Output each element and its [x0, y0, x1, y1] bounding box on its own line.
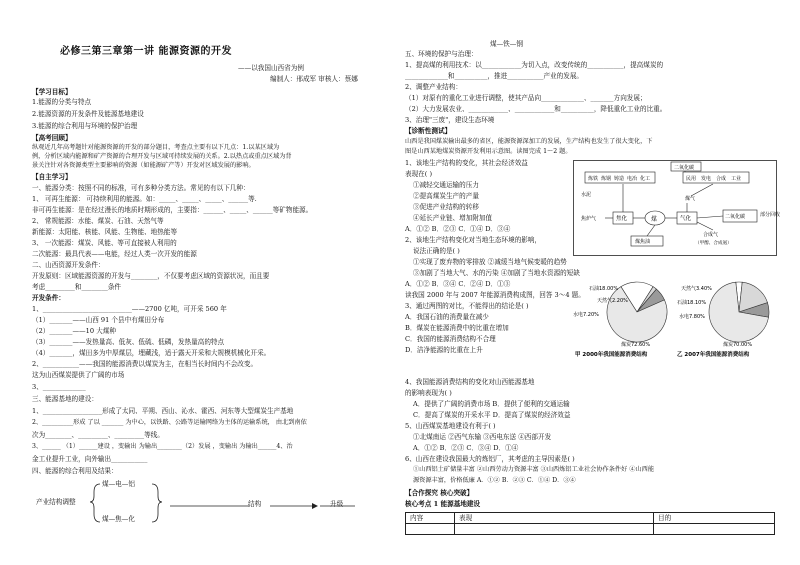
self-line: 金工业提升工业，向外输出___________	[32, 455, 148, 463]
coop-heading: 【合作探究 核心突破】	[405, 489, 474, 497]
q4-line: 的影响表现为( )	[405, 389, 452, 397]
self-line: 开发条件：	[32, 294, 65, 302]
top-box-label: 合成	[716, 176, 727, 182]
pie-a-label: 水电7.20%	[573, 312, 599, 318]
top-box-label: 炼铁	[588, 176, 599, 182]
self-line: 四、能源的综合利用及结果：	[32, 467, 118, 475]
pie-b-label: 水电7.80%	[679, 314, 705, 320]
self-line: （4）_______，煤田多为中厚煤层，埋藏浅，适于露天开采和大规模机械化开采。	[32, 349, 271, 357]
pie-a-label: 煤炭72.60%	[621, 342, 651, 348]
q5-line: A．①② B．②③ C．③④ D．①④	[413, 444, 519, 452]
diag-heading: 【诊断性测试】	[405, 127, 452, 135]
co2-label: 二氧化碳	[725, 214, 746, 220]
self-line: （2）_______——10 大煤种	[32, 327, 116, 335]
q5-line: 5、山西煤炭基地建设有利于( )	[405, 422, 496, 430]
q2-line: 说法正确的是( )	[413, 247, 460, 255]
structure-diagram	[90, 478, 390, 528]
coal-label: 煤	[651, 216, 658, 223]
gasify-label: 气化	[680, 216, 692, 222]
self-line: 2、 常规能源：水能、煤炭、石油、天然气等	[32, 217, 164, 225]
top-box-label: 炼钢	[601, 176, 612, 182]
env-line: 2、调整产业结构：	[405, 83, 462, 91]
self-line: 1、__________________形成了太同、平朔、西山、沁水、霍西、河东等大型煤炭生产基地	[32, 407, 294, 415]
q5-line: ①北煤南运 ②西气东输 ③西电东送 ④西部开发	[413, 433, 552, 441]
self-line: 3、 一次能源：煤炭、风能、等可直接被人利用的	[32, 239, 177, 247]
page-subtitle: ——以我国山西省为例	[238, 64, 304, 72]
top-box-label: 铸造	[614, 176, 625, 182]
q1-line: 1、该地生产结构的变化，其社会经济效益	[405, 159, 528, 167]
self-line: 2、__________形成 了以 _______ 为中心，以铁路、公路等运输网络为主体的运输系统， 由北到南依	[32, 419, 307, 426]
recycle-label: 部分回收	[760, 212, 781, 218]
coal-gas-label: 煤气	[685, 196, 696, 202]
env-line: _____________和__________，推进___________产业的发展。	[405, 72, 584, 80]
brace-left	[90, 484, 100, 522]
top-note: 煤—铁—钢	[490, 40, 523, 48]
self-heading: 【自主学习】	[32, 173, 72, 181]
env-line: 五、环境的保护与治理：	[405, 50, 478, 58]
q2-line: ①实现了废弃物的零排放 ②减缓当地气候变暖的趋势	[413, 258, 567, 266]
self-line: 3、_____________	[32, 383, 86, 391]
exam-text: 景关注针对各资源类型主要影响的资源（如能源矿产等）开发对区域发展的影响。	[32, 162, 255, 169]
exam-text: 纵观近几年高考题针对能源资源的开发的部分题目，考查点主要有以下几点：1.以某区域为	[32, 144, 280, 151]
top-box-label: 民用	[686, 176, 697, 182]
self-line: 二次能源：最具代表——电能，经过人类一次开发的能源	[32, 250, 197, 258]
q1-line: ③促进产业结构的转移	[413, 203, 479, 211]
table-row	[406, 524, 775, 535]
self-line: 开发原则：区域能源资源的开发与________，不仅要考虑区域的资源状况，而且要	[32, 272, 270, 280]
cement-label: 水泥	[581, 192, 592, 198]
q3-line: C．我国的能源消费结构不合理	[405, 335, 496, 343]
q2-line: 2、该地生产结构变化对当地生态环境的影响，	[405, 236, 542, 244]
self-line: 这为山西煤炭提供了广阔的市场	[32, 371, 125, 379]
diag-intro: 图是山西某地煤炭资源开发利用示意图。读图完成 1～2 题。	[405, 148, 572, 155]
table-cell	[654, 524, 775, 535]
table-head-content: 内容	[406, 513, 455, 524]
tar-label: 煤焦油	[635, 239, 651, 245]
self-line: 1、 可再生能源： 可持续利用的能源。如：_____、_____、_____、______等.	[32, 195, 257, 203]
top-box-label: 化工	[640, 176, 651, 182]
self-line: 1、___________________________——2700 亿吨，可开采 560 年	[32, 305, 227, 313]
top-box-label: 电冶	[627, 176, 638, 182]
diagram-end: 升级	[330, 500, 344, 508]
self-line: 二、山西资源开发条件：	[32, 261, 105, 269]
env-line: 3、治理"三废"，建设生态环境	[405, 116, 495, 124]
self-line: 新能源：太阳能、核能、风能、生物能、地热能等	[32, 228, 178, 236]
authors: 编制人：邢成军 审核人：蔡娜	[270, 75, 358, 83]
q3-line: B．煤炭在能源消费中的比重在增加	[405, 324, 509, 332]
goal-item: 3.能源的综合利用与环境的保护治理	[32, 122, 138, 130]
coke-oven-gas: 焦炉气	[581, 216, 597, 222]
arrow-head	[312, 503, 318, 509]
co2-top-label: 二氧化碳	[674, 165, 695, 171]
table-head-purpose: 目的	[654, 513, 775, 524]
q4-line: C．提高了煤炭的开采水平 D．提高了煤炭的经济效益	[413, 411, 571, 419]
exam-text: 例，分析区域内能源和矿产资源的合理开发与区域可持续发展的关系。2.以热点或重点区域为背	[32, 153, 292, 160]
q6-line: 源资源丰富，价格低廉 A．①② B．②③ C．①④ D．③④	[413, 477, 576, 484]
pie-a-label: 石油18.00%	[589, 286, 619, 292]
q3-line: 3、通过两图的对比，不能得出的结论是( )	[405, 302, 529, 310]
q1-line: ①减轻交通运输的压力	[413, 181, 479, 189]
self-line: 3、______ （1）______建设 ，变输出 为输出________（2）发展 ，变输出 为输出______4、治	[32, 443, 293, 450]
self-line: 三、能源基地的建设：	[32, 395, 98, 403]
top-box-label: 发电	[701, 176, 712, 182]
diagram-branch-2: 煤—焦—化	[102, 515, 135, 523]
pie-b-label: 石油18.10%	[677, 300, 707, 306]
core-table	[405, 512, 775, 535]
self-line: （3）_______——发热量高、低灰、低硫、低磷，发热量高的特点	[32, 338, 225, 346]
env-line: （2）大力发展农业、____________、____________和__________，降低重化工业的比重。	[405, 105, 667, 113]
table-head-performance: 表现	[455, 513, 654, 524]
coal-flow-diagram	[573, 160, 781, 256]
q2-line: A．①② B．③④ C．②④ D．①③	[405, 280, 511, 288]
q3-line: D．洁净能源的比重在上升	[405, 346, 483, 354]
env-line: 1、提高煤的利用技术：以____________为切入点，改变传统的___________，提高煤炭的	[405, 61, 664, 69]
page-title: 必修三第三章第一讲 能源资源的开发	[60, 46, 232, 57]
pie-2007	[709, 282, 769, 342]
q1-line: ②提高煤炭生产的产量	[413, 192, 479, 200]
pie-a-label: 天然气2.20%	[597, 298, 628, 304]
q1-line: ④延长产业链、增加附加值	[413, 214, 493, 222]
synth-label: 合成气	[703, 232, 719, 238]
self-line: 2、___________——我国的能源消费以煤炭为主，在相当长时间内不会改变。	[32, 360, 258, 368]
synth-sub-label: （甲醇、合成氨）	[695, 241, 732, 246]
q6-line: ①山西铝土矿储量丰富 ②山西劳动力资源丰富 ③山西炼铝工业社会协作条件好 ④山西能	[413, 466, 655, 473]
self-line: （1）_______——山西 91 个县中有煤田分布	[32, 316, 165, 324]
coke-label: 焦化	[616, 216, 628, 222]
self-line: 非可再生能源：是在经过漫长的地质时期形成的，主要指：______、_____、______等矿物能源。	[32, 206, 313, 214]
pie-b-label: 天然气3.40%	[681, 286, 712, 292]
self-line: 次为________、_________、_________等线。	[32, 431, 164, 439]
pie-b-label: 煤炭70.00%	[723, 342, 753, 348]
diag-intro: 山西是我国煤炭输出最多的省区，能源资源深加工的发展，生产结构也发生了很大变化，下	[405, 138, 653, 145]
self-line: 一、能源分类：按照不同的标准，可有多种分类方法。常见的有以下几种：	[32, 184, 250, 192]
q1-line: 表现在( )	[405, 170, 433, 178]
q3-line: A．我国石油的消费量在减少	[405, 313, 489, 321]
diagram-mid: 结构	[248, 500, 262, 508]
q4-line: A．提供了广阔的消费市场 B．提供了便利的交通运输	[413, 400, 570, 408]
table-cell	[406, 524, 455, 535]
q6-line: 6、山西在建设我国最大的炼铝厂，其考虑的主导因素是( )	[405, 455, 575, 463]
self-line: 考虑_________和________条件	[32, 283, 122, 291]
exam-heading: 【高考回顾】	[32, 134, 72, 142]
pie-b-caption: 乙 2007年我国能源消费结构	[677, 352, 750, 358]
brace-right	[152, 484, 162, 522]
table-row	[406, 513, 775, 524]
top-box-label: 工业	[731, 176, 742, 182]
energy-pie-charts	[573, 272, 777, 358]
q4-line: 4、我国能源消费结构的变化对山西能源基地	[405, 378, 535, 386]
pie-a-caption: 甲 2000年我国能源消费结构	[575, 352, 648, 358]
core-title: 核心考点 1 能源基地建设	[405, 500, 481, 508]
goal-item: 1.能源的分类与特点	[32, 98, 92, 106]
diagram-branch-1: 煤—电—铝	[102, 480, 135, 488]
table-cell	[455, 524, 654, 535]
q2-line: 读我国 2000 年与 2007 年能源消费构成图，回答 3～4 题。	[405, 291, 585, 299]
diagram-lead: 产业结构调整	[36, 498, 76, 506]
goals-heading: 【学习目标】	[32, 88, 72, 96]
q2-line: ③加剧了当地大气、水的污染 ④加剧了当地水资源的短缺	[413, 269, 580, 277]
q1-line: A．①② B．②③ C．①④ D．③④	[405, 225, 511, 233]
goal-item: 2.能源资源的开发条件及能源基地建设	[32, 110, 144, 118]
env-line: （1）对原有的重化工业进行调整，使其产品向_____________、_______方向发展；	[405, 94, 647, 102]
